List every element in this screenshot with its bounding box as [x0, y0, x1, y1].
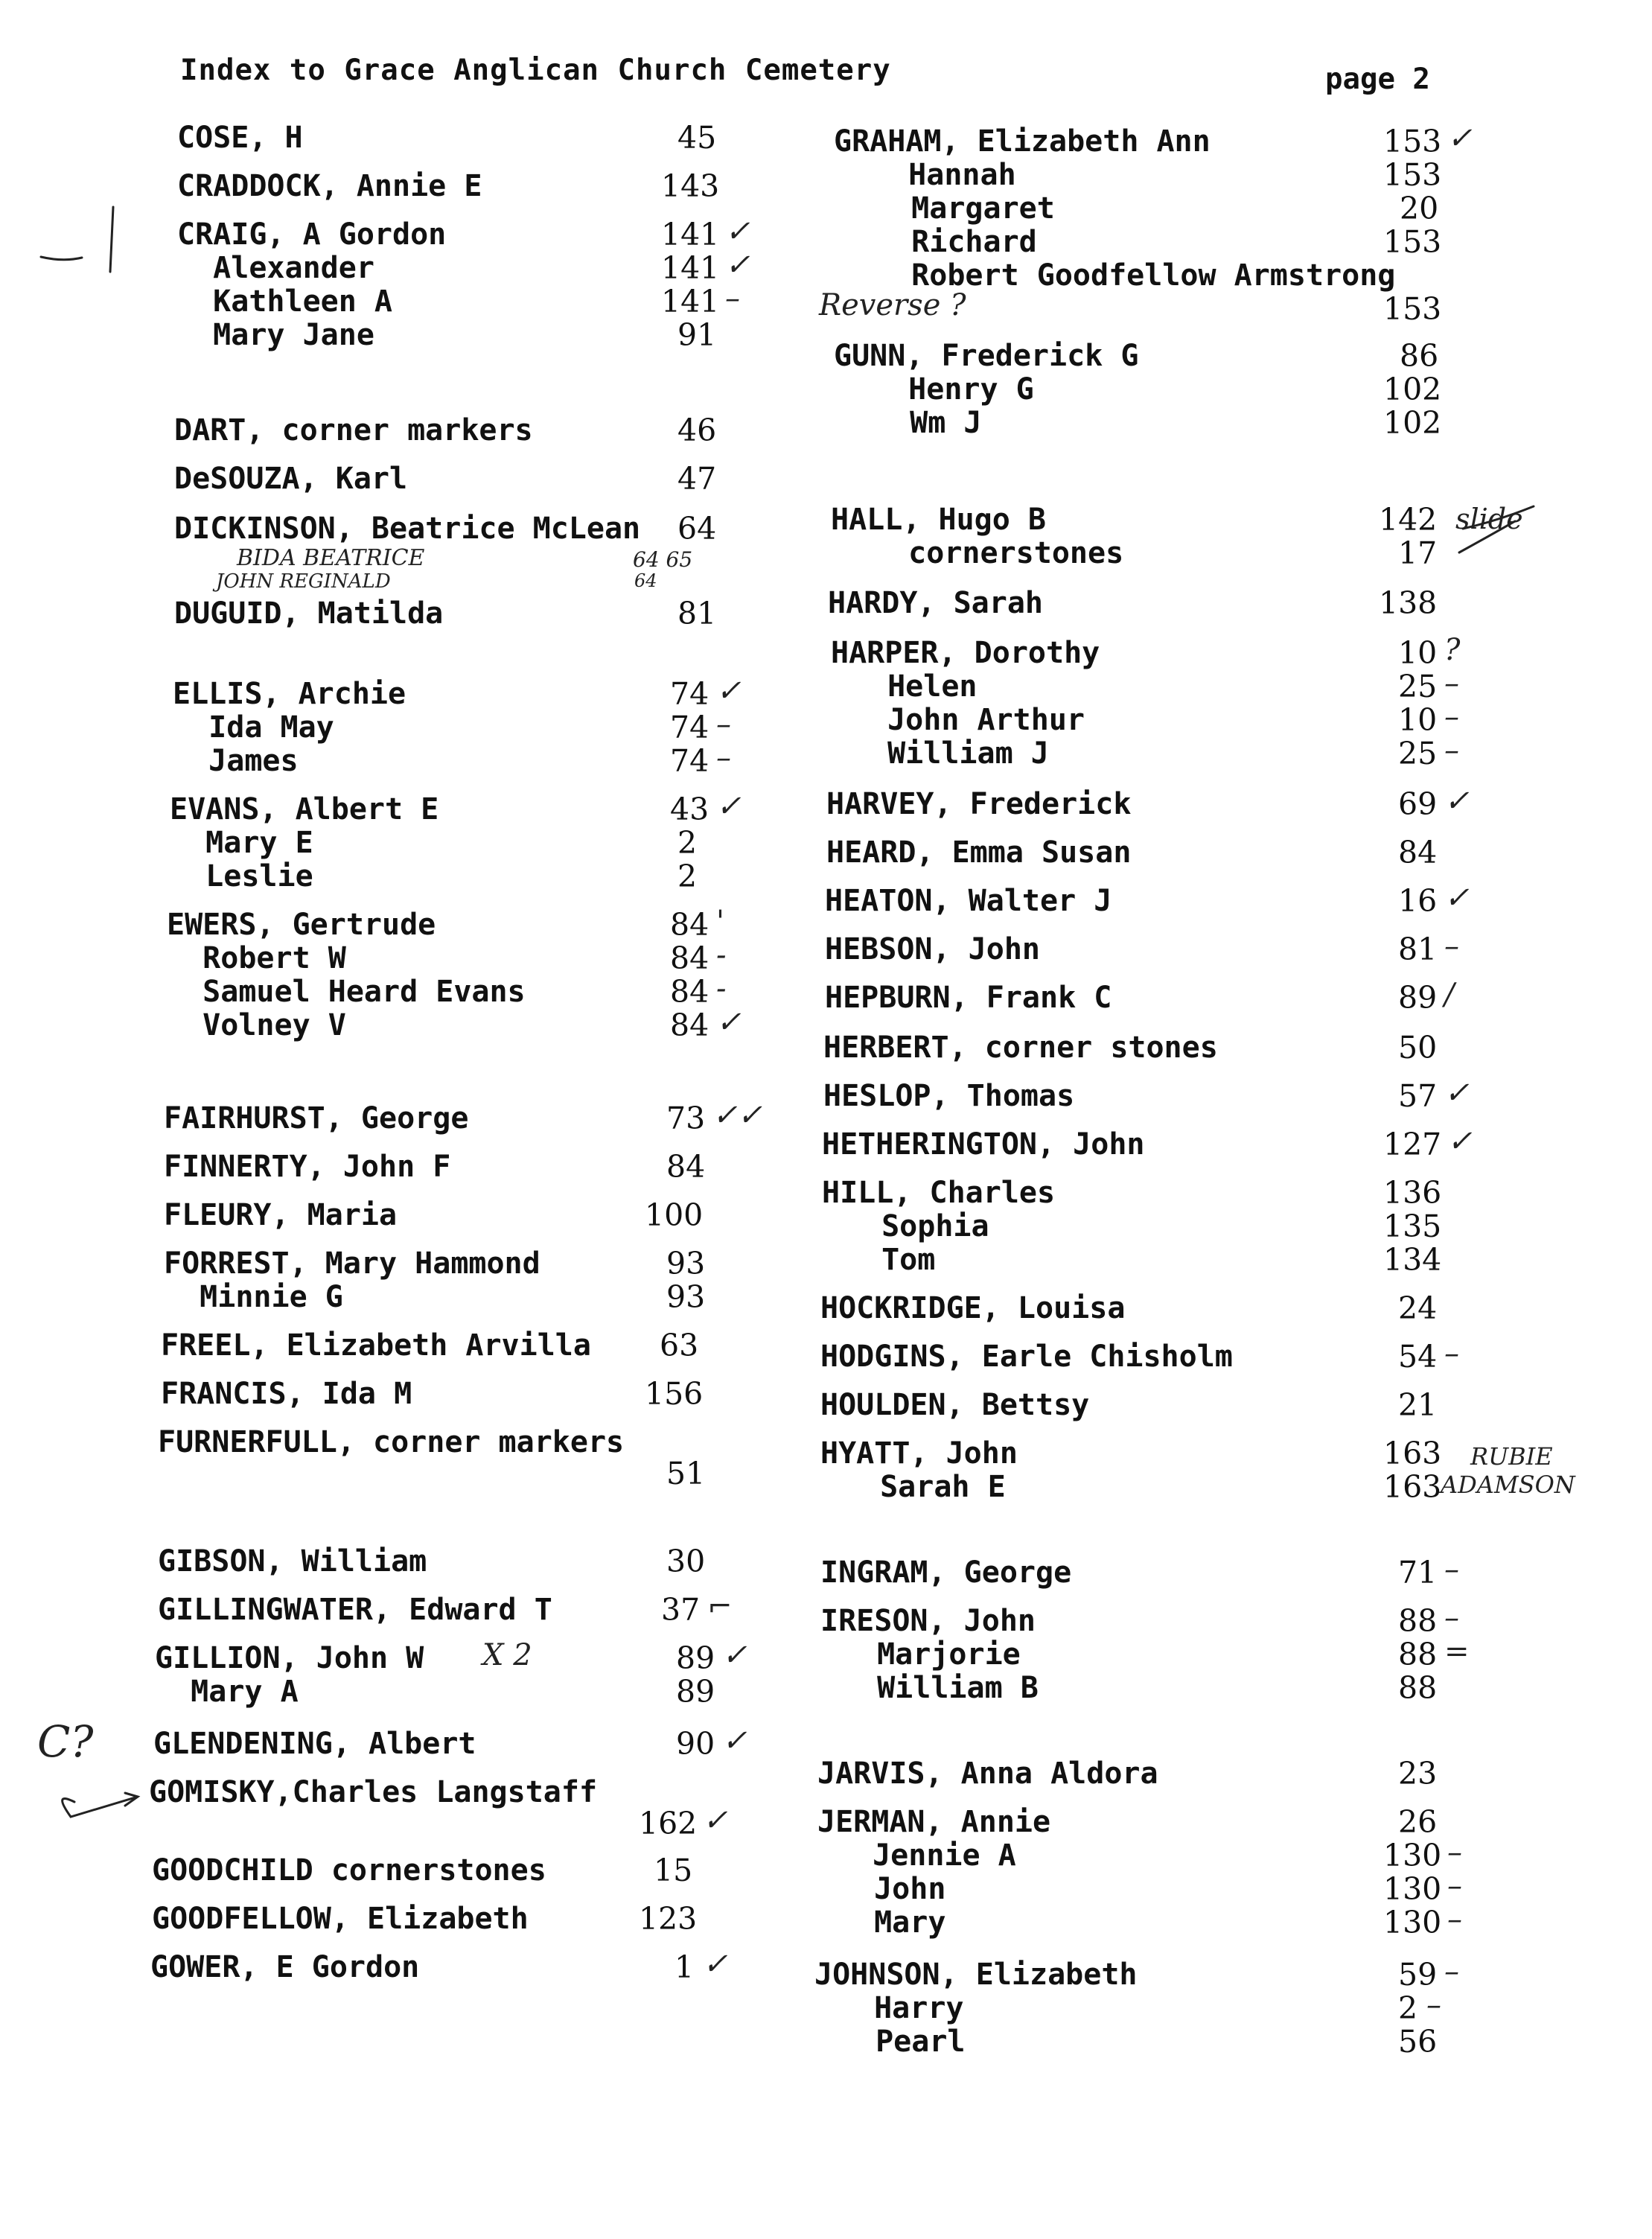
left-entry-page: 93 [666, 1246, 706, 1281]
right-entry-page: 84 [1398, 835, 1438, 870]
right-entry-page: 142 [1379, 502, 1438, 538]
left-check-mark: – [716, 741, 731, 775]
right-check-mark: – [1444, 929, 1459, 964]
right-entry-name: GRAHAM, Elizabeth Ann [834, 124, 1211, 159]
right-entry-page: 135 [1383, 1208, 1442, 1244]
right-entry-page: 25 [1398, 736, 1438, 771]
left-entry-page: 46 [677, 413, 717, 448]
left-check-mark: ' [716, 905, 724, 939]
left-entry-page: 37 [661, 1592, 701, 1628]
left-check-mark: ✓ [716, 674, 742, 708]
right-entry-name: HESLOP, Thomas [823, 1079, 1075, 1113]
left-entry-page: 64 [677, 511, 717, 547]
handwritten-note-adamson: ADAMSON [1441, 1471, 1575, 1499]
left-entry-name: GOODFELLOW, Elizabeth [152, 1902, 529, 1936]
margin-bracket-mark [110, 207, 113, 272]
right-check-mark: – [1444, 1601, 1459, 1635]
left-entry-name: Samuel Heard Evans [167, 975, 526, 1009]
left-entry-name: Mary Jane [177, 318, 374, 352]
right-entry-name: Tom [864, 1243, 936, 1277]
right-entry-name: HILL, Charles [822, 1176, 1056, 1210]
left-entry-name: Kathleen A [177, 284, 392, 319]
left-entry-page: 84 [670, 974, 709, 1010]
right-entry-page: 153 [1383, 224, 1442, 260]
right-entry-page: 81 [1398, 931, 1438, 967]
left-entry-page: 43 [670, 792, 709, 827]
left-entry-name: Alexander [177, 251, 374, 285]
right-entry-name: Margaret [876, 191, 1055, 226]
left-entry-name: GLENDENING, Albert [153, 1727, 476, 1761]
right-entry-name: cornerstones [873, 536, 1124, 570]
right-entry-page: 153 [1383, 124, 1442, 159]
margin-dash-mark [41, 257, 82, 260]
right-entry-page: 57 [1398, 1078, 1438, 1114]
right-check-mark: / [1444, 978, 1455, 1012]
left-entry-name: FINNERTY, John F [164, 1150, 451, 1184]
right-entry-name: Sarah E [862, 1470, 1006, 1504]
right-entry-page: 136 [1383, 1175, 1442, 1211]
right-entry-page: 130 [1383, 1871, 1442, 1907]
left-entry-name: COSE, H [177, 121, 303, 155]
left-entry-page: 156 [645, 1376, 704, 1412]
right-check-mark: ✓ [1444, 881, 1470, 915]
left-check-mark: – [716, 707, 731, 742]
left-check-mark: ✓ [725, 214, 750, 249]
right-check-mark: = [1444, 1634, 1470, 1669]
handwritten-note-john-reginald: JOHN REGINALD [216, 570, 391, 593]
left-entry-name: GOWER, E Gordon [150, 1950, 420, 1984]
right-check-mark: – [1426, 1988, 1441, 2022]
right-entry-page: 163 [1383, 1469, 1442, 1505]
right-entry-name: HEPBURN, Frank C [825, 981, 1112, 1015]
right-check-mark: ✓ [1444, 784, 1470, 818]
left-entry-page: 143 [661, 168, 720, 204]
right-entry-name: John Arthur [870, 703, 1085, 737]
right-entry-name: HARPER, Dorothy [831, 636, 1100, 670]
left-entry-name: FORREST, Mary Hammond [164, 1246, 540, 1281]
right-check-mark: – [1444, 1552, 1459, 1587]
left-check-mark: - [716, 938, 727, 972]
right-check-mark: – [1444, 733, 1459, 768]
right-check-mark: ✓ [1444, 1076, 1470, 1110]
right-entry-page: 86 [1400, 338, 1439, 374]
left-entry-name: Mary E [170, 826, 313, 860]
right-entry-page: 54 [1398, 1339, 1438, 1375]
handwritten-note-gillion: X 2 [482, 1638, 532, 1672]
page-title: Index to Grace Anglican Church Cemetery [180, 54, 891, 87]
left-entry-page: 141 [661, 284, 720, 319]
right-entry-name: Harry [856, 1991, 964, 2025]
handwritten-note-slide: slide [1455, 503, 1523, 535]
left-entry-page: 45 [677, 120, 717, 156]
left-entry-name: DICKINSON, Beatrice McLean [174, 512, 641, 546]
left-entry-page: 162 [639, 1806, 698, 1841]
right-check-mark: – [1444, 700, 1459, 734]
right-entry-name: Pearl [858, 2025, 966, 2059]
left-check-mark: ✓ [703, 1803, 728, 1838]
right-entry-page: 23 [1398, 1756, 1438, 1791]
right-entry-name: HEBSON, John [825, 932, 1040, 966]
right-entry-page: 102 [1383, 372, 1442, 407]
right-check-mark: – [1447, 1902, 1462, 1937]
left-entry-page: 89 [676, 1674, 715, 1710]
handwritten-note-dickinson-pages-2: 64 [634, 570, 657, 591]
left-check-mark: ✓✓ [712, 1098, 763, 1133]
right-entry-page: 20 [1400, 191, 1439, 226]
right-entry-page: 16 [1398, 883, 1438, 919]
gomisky-arrow-mark [63, 1797, 138, 1817]
right-entry-name: Jennie A [855, 1838, 1016, 1873]
right-entry-page: 17 [1398, 535, 1438, 571]
right-entry-page: 130 [1383, 1905, 1442, 1940]
right-entry-page: 88 [1398, 1637, 1438, 1672]
left-entry-name: GILLINGWATER, Edward T [158, 1593, 552, 1627]
left-entry-page: 81 [677, 596, 717, 631]
left-entry-name: CRADDOCK, Annie E [177, 169, 482, 203]
right-check-mark: ✓ [1447, 121, 1473, 156]
left-entry-page: 90 [676, 1726, 715, 1762]
right-entry-page: 138 [1379, 585, 1438, 621]
left-entry-page: 30 [666, 1544, 706, 1579]
left-entry-page: 93 [666, 1279, 706, 1315]
right-entry-name: Hannah [873, 158, 1016, 192]
right-entry-name: John [856, 1872, 946, 1906]
right-entry-name: Wm J [874, 406, 982, 440]
left-entry-page: 51 [666, 1456, 706, 1491]
right-entry-name: JERMAN, Annie [817, 1805, 1051, 1839]
right-entry-page: 24 [1398, 1290, 1438, 1326]
left-entry-page: 84 [670, 940, 709, 976]
right-entry-page: 88 [1398, 1670, 1438, 1706]
left-entry-name: EWERS, Gertrude [167, 908, 436, 942]
left-entry-name: DUGUID, Matilda [174, 596, 444, 631]
left-entry-page: 100 [645, 1197, 704, 1233]
right-entry-page: 102 [1383, 405, 1442, 441]
left-entry-name: Ida May [173, 710, 334, 745]
right-entry-name: IRESON, John [820, 1604, 1036, 1638]
right-entry-name: HERBERT, corner stones [823, 1031, 1218, 1065]
right-entry-name: Mary [856, 1905, 946, 1940]
left-check-mark: ✓ [716, 789, 742, 824]
right-entry-page: 50 [1398, 1030, 1438, 1066]
right-entry-page: 163 [1383, 1436, 1442, 1471]
left-entry-name: GOODCHILD cornerstones [152, 1853, 546, 1888]
left-entry-name: Volney V [167, 1008, 346, 1042]
right-entry-name: Marjorie [859, 1637, 1021, 1672]
right-entry-name: HALL, Hugo B [831, 503, 1046, 537]
right-entry-name: Robert Goodfellow Armstrong [876, 258, 1396, 293]
right-check-mark: – [1447, 1835, 1462, 1870]
right-entry-name: HOCKRIDGE, Louisa [820, 1291, 1126, 1325]
right-entry-page: 127 [1383, 1127, 1442, 1162]
right-entry-page: 88 [1398, 1603, 1438, 1639]
right-entry-name: GUNN, Frederick G [834, 339, 1139, 373]
right-entry-page: 56 [1398, 2024, 1438, 2060]
right-entry-name: INGRAM, George [820, 1555, 1072, 1590]
left-check-mark: ✓ [716, 1005, 742, 1039]
right-check-mark: – [1444, 1955, 1459, 1989]
left-entry-name: DART, corner markers [174, 413, 533, 448]
left-entry-page: 84 [666, 1149, 706, 1185]
right-entry-page: 25 [1398, 669, 1438, 704]
right-entry-name: HARDY, Sarah [828, 586, 1043, 620]
left-entry-name: GOMISKY,Charles Langstaff [149, 1775, 598, 1809]
right-check-mark: ✓ [1447, 1124, 1473, 1159]
left-entry-name: Leslie [170, 859, 313, 894]
right-entry-name: HEARD, Emma Susan [826, 835, 1132, 870]
right-entry-name: HODGINS, Earle Chisholm [820, 1340, 1233, 1374]
left-entry-name: Mary A [155, 1675, 299, 1709]
left-entry-page: 15 [654, 1853, 693, 1888]
left-entry-name: FAIRHURST, George [164, 1101, 469, 1136]
left-check-mark: ⌐ [707, 1590, 733, 1624]
left-entry-page: 47 [677, 461, 717, 497]
left-entry-page: 2 [677, 859, 698, 894]
right-entry-page: 153 [1383, 291, 1442, 327]
left-entry-page: 1 [674, 1949, 695, 1985]
left-entry-name: DeSOUZA, Karl [174, 462, 408, 496]
right-check-mark: – [1444, 666, 1459, 701]
left-check-mark: ✓ [725, 248, 750, 282]
left-entry-page: 74 [670, 710, 709, 745]
right-entry-name: JOHNSON, Elizabeth [814, 1958, 1138, 1992]
right-check-mark: – [1444, 1337, 1459, 1371]
left-check-mark: ✓ [722, 1724, 747, 1758]
left-check-mark: - [716, 972, 727, 1006]
right-entry-name: Henry G [873, 372, 1034, 407]
left-entry-name: ELLIS, Archie [173, 677, 406, 711]
left-entry-page: 84 [670, 1007, 709, 1043]
right-entry-name: HOULDEN, Bettsy [820, 1388, 1090, 1422]
right-entry-page: 69 [1398, 786, 1438, 822]
left-entry-name: FRANCIS, Ida M [161, 1377, 412, 1411]
right-entry-page: 89 [1398, 980, 1438, 1016]
left-entry-page: 141 [661, 217, 720, 252]
right-entry-name: HETHERINGTON, John [822, 1127, 1145, 1162]
right-entry-page: 26 [1398, 1804, 1438, 1840]
right-entry-page: 134 [1383, 1242, 1442, 1278]
left-entry-name: FLEURY, Maria [164, 1198, 398, 1232]
right-entry-name: William B [859, 1671, 1039, 1705]
handwritten-note-dickinson-pages: 64 65 [633, 547, 693, 572]
right-entry-name: HYATT, John [820, 1436, 1018, 1471]
right-entry-page: 59 [1398, 1957, 1438, 1993]
left-check-mark: – [725, 281, 740, 316]
right-entry-name: Helen [870, 669, 978, 704]
handwritten-note-rubie: RUBIE [1470, 1442, 1553, 1471]
handwritten-note-reverse: Reverse ? [819, 288, 966, 322]
right-entry-page: 153 [1383, 157, 1442, 193]
left-entry-name: James [173, 744, 299, 778]
left-entry-page: 63 [660, 1328, 699, 1363]
right-entry-page: 130 [1383, 1838, 1442, 1873]
right-entry-name: Richard [876, 225, 1037, 259]
handwritten-note-bida-beatrice: BIDA BEATRICE [237, 545, 425, 571]
page-number: page 2 [1325, 63, 1430, 96]
right-check-mark: ? [1444, 633, 1461, 667]
right-entry-name: JARVIS, Anna Aldora [817, 1757, 1158, 1791]
right-entry-page: 2 [1398, 1990, 1418, 2026]
left-entry-name: FREEL, Elizabeth Arvilla [161, 1328, 591, 1363]
left-entry-name: GILLION, John W [155, 1641, 424, 1675]
left-check-mark: ✓ [722, 1638, 747, 1672]
left-entry-page: 84 [670, 907, 709, 943]
left-entry-page: 74 [670, 676, 709, 712]
left-entry-name: EVANS, Albert E [170, 792, 439, 827]
left-entry-name: Minnie G [164, 1280, 343, 1314]
left-entry-page: 123 [639, 1901, 698, 1937]
right-entry-name: HEATON, Walter J [825, 884, 1112, 918]
left-entry-page: 91 [677, 317, 717, 353]
left-entry-page: 2 [677, 825, 698, 861]
right-check-mark: – [1447, 1869, 1462, 1903]
left-entry-page: 73 [666, 1101, 706, 1136]
left-entry-name: FURNERFULL, corner markers [158, 1425, 625, 1459]
left-entry-page: 89 [676, 1640, 715, 1676]
left-entry-name: GIBSON, William [158, 1544, 427, 1579]
left-entry-name: CRAIG, A Gordon [177, 217, 447, 252]
right-entry-name: Sophia [864, 1209, 989, 1243]
right-entry-page: 10 [1398, 702, 1438, 738]
left-check-mark: ✓ [703, 1947, 728, 1981]
right-entry-name: William J [870, 736, 1049, 771]
handwritten-note-gomisky: C? [37, 1716, 94, 1767]
right-entry-name: HARVEY, Frederick [826, 787, 1132, 821]
left-entry-name: Robert W [167, 941, 346, 975]
left-entry-page: 141 [661, 250, 720, 286]
right-entry-page: 10 [1398, 635, 1438, 671]
left-entry-page: 74 [670, 743, 709, 779]
right-entry-page: 21 [1398, 1387, 1438, 1423]
right-entry-page: 71 [1398, 1555, 1438, 1590]
